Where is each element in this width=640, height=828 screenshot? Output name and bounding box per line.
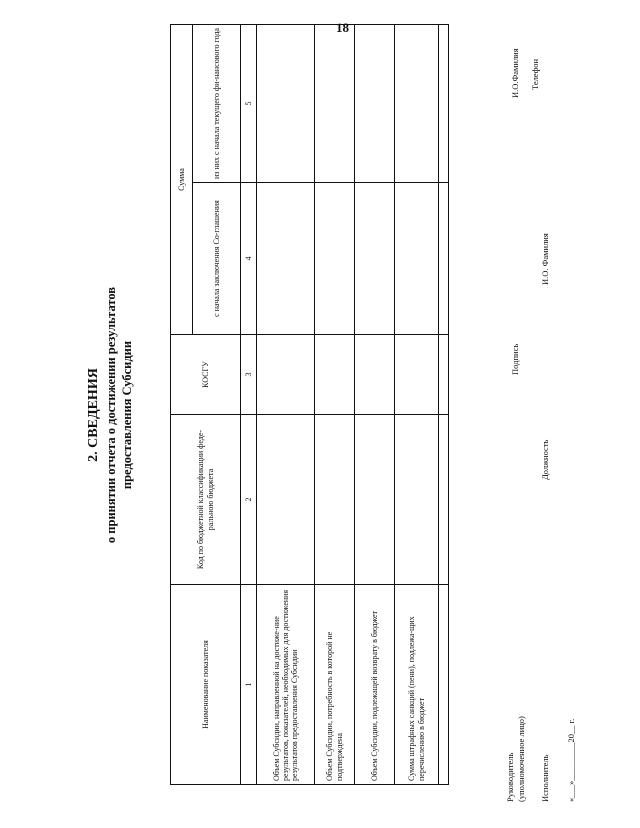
row-label-subsidy-return: Объем Субсидии, подлежащей возврату в бюджет — [355, 585, 395, 785]
cell-empty — [395, 415, 439, 585]
cell-empty — [439, 415, 449, 585]
cell-empty — [257, 335, 315, 415]
cell-empty — [395, 25, 439, 183]
page-number: 18 — [336, 20, 349, 35]
cell-empty — [395, 183, 439, 335]
column-number-4: 4 — [241, 183, 257, 335]
cell-empty — [315, 335, 355, 415]
table-row — [395, 25, 439, 785]
table-row — [355, 25, 395, 785]
header-from-agreement: с начала заключения Со-глашения — [193, 183, 241, 335]
date-line: «___»_________20__ г. — [566, 718, 576, 802]
report-table — [170, 24, 449, 785]
head-fio-label: И.О.Фамилия — [510, 48, 520, 98]
signature-label: Подпись — [510, 343, 520, 375]
row-label-subsidy-directed: Объем Субсидии, направленной на достиже-ние результатов, показателей, необходимых для достижения результатов предоставления Субсидии — [257, 585, 315, 785]
column-number-5: 5 — [241, 25, 257, 183]
rotated-landscape-page — [60, 20, 580, 810]
head-label-note: (уполномоченное лицо) — [516, 716, 526, 802]
document-title: 2. СВЕДЕНИЯ — [86, 368, 101, 462]
cell-empty — [355, 415, 395, 585]
cell-empty — [257, 25, 315, 183]
header-from-year: из них с начала текущего фи-нансового года — [193, 25, 241, 183]
row-label-subsidy-not-confirmed: Объем Субсидии, потребность в которой не подтверждена — [315, 585, 355, 785]
executor-label: Исполнитель — [540, 754, 550, 802]
document-subtitle-line-2: предоставления Субсидии — [120, 340, 134, 490]
cell-empty — [439, 585, 449, 785]
table-row — [257, 25, 315, 785]
cell-empty — [315, 183, 355, 335]
signature-block — [500, 20, 580, 810]
cell-empty — [439, 183, 449, 335]
header-budget-code: Код по бюджетной классификации феде-ральною бюджета — [171, 415, 241, 585]
column-number-1: 1 — [241, 585, 257, 785]
header-indicator-name: Наименование показателя — [171, 585, 241, 785]
cell-empty — [355, 183, 395, 335]
table-row — [315, 25, 355, 785]
row-label-penalties: Сумма штрафных санкций (пени), подлежа-щих перечислению в бюджет — [395, 585, 439, 785]
cell-empty — [315, 415, 355, 585]
cell-empty — [355, 335, 395, 415]
position-label: Должность — [540, 439, 550, 480]
cell-empty — [395, 335, 439, 415]
cell-empty — [315, 25, 355, 183]
header-kosgu: КОСГУ — [171, 335, 241, 415]
cell-empty — [355, 25, 395, 183]
cell-empty — [257, 183, 315, 335]
column-number-3: 3 — [241, 335, 257, 415]
document-subtitle-line-1: о принятии отчета о достижении результатов — [104, 286, 118, 544]
head-label: Руководитель — [505, 752, 515, 802]
cell-empty — [439, 25, 449, 183]
table-row — [439, 25, 449, 785]
column-number-2: 2 — [241, 415, 257, 585]
cell-empty — [257, 415, 315, 585]
phone-label: Телефон — [530, 58, 540, 90]
cell-empty — [439, 335, 449, 415]
executor-fio-label: И.О. Фамилия — [540, 233, 550, 285]
title-block — [60, 20, 170, 810]
header-sum: Сумма — [171, 25, 193, 335]
